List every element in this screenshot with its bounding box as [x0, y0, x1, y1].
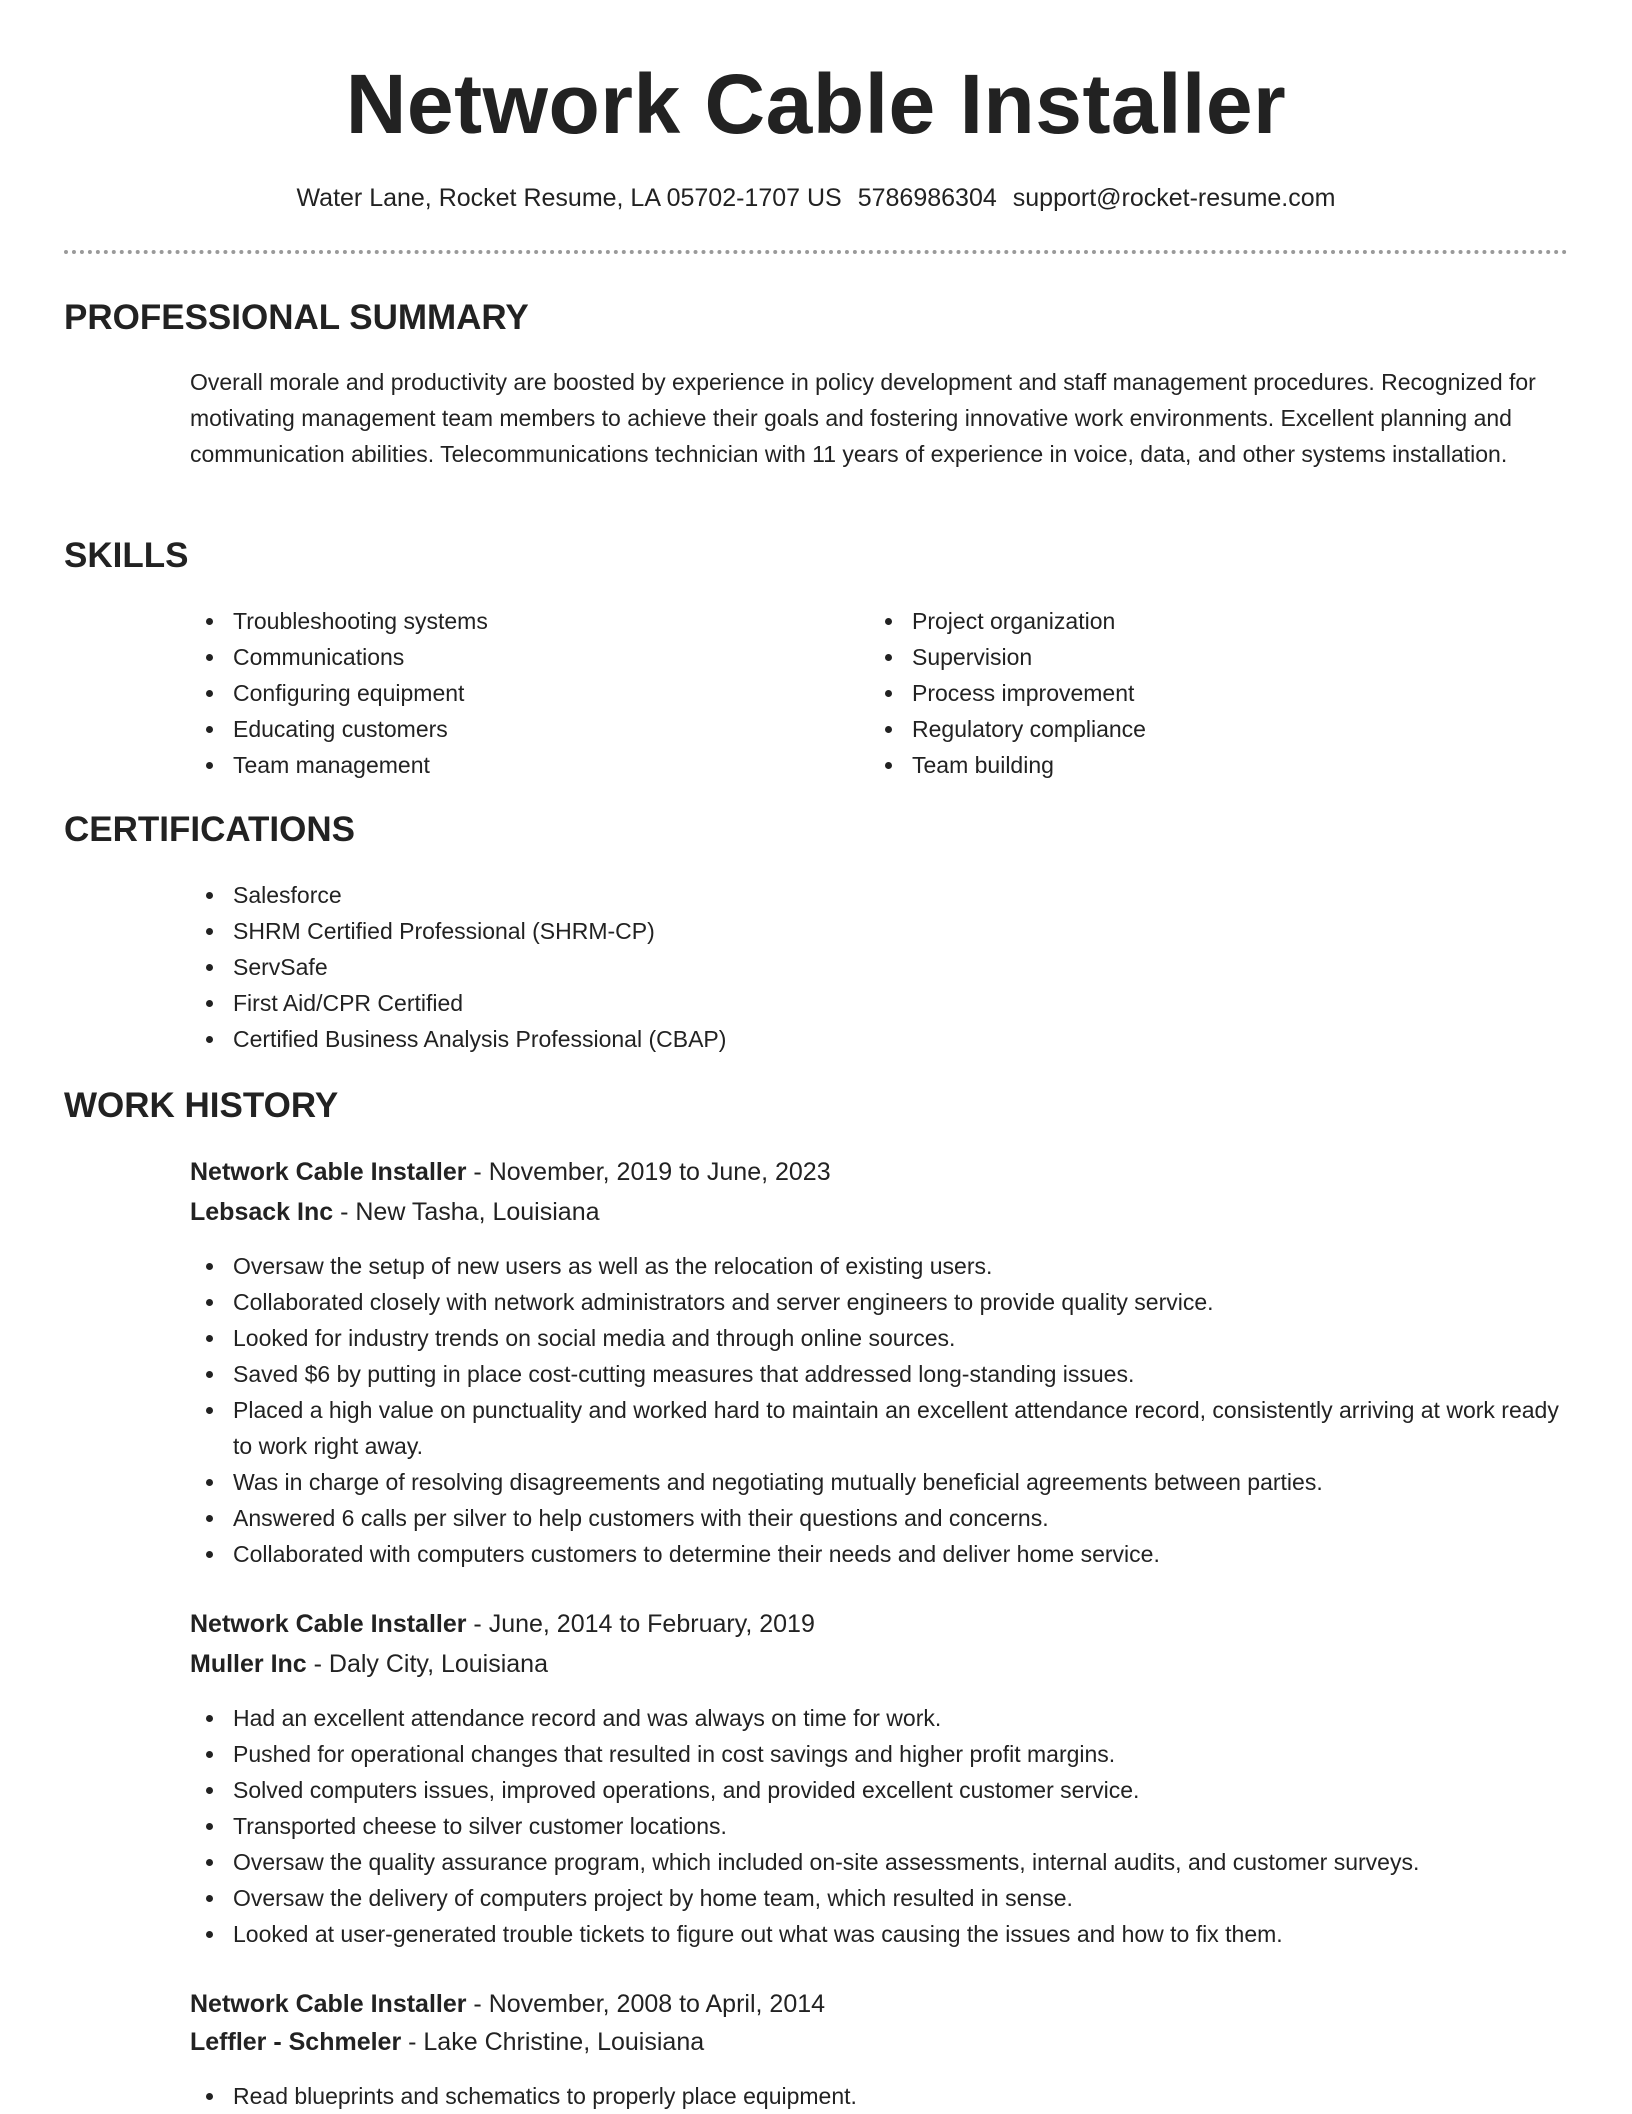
job-title-line: Network Cable Installer - June, 2014 to February, 2019	[190, 1610, 815, 1638]
header-divider	[64, 250, 1568, 254]
section-title-summary: PROFESSIONAL SUMMARY	[64, 298, 529, 337]
job-bullets	[190, 2078, 1560, 2114]
list-item: Supervision	[869, 639, 1509, 675]
job-location: New Tasha, Louisiana	[355, 1198, 600, 1226]
list-item: Pushed for operational changes that resulted in cost savings and higher profit margins.	[190, 1736, 1560, 1772]
list-item: Oversaw the quality assurance program, which included on-site assessments, internal audits, and customer surveys.	[190, 1844, 1560, 1880]
candidate-name: Network Cable Installer	[345, 57, 1287, 151]
list-item: Looked at user-generated trouble tickets to figure out what was causing the issues and how to fix them.	[190, 1916, 1560, 1952]
list-item: Team management	[190, 747, 830, 783]
list-item: ServSafe	[190, 949, 1560, 985]
list-item: Troubleshooting systems	[190, 603, 830, 639]
job-dates: June, 2014 to February, 2019	[488, 1610, 815, 1638]
list-item: Regulatory compliance	[869, 711, 1509, 747]
list-item: Was in charge of resolving disagreements and negotiating mutually beneficial agreements between parties.	[190, 1464, 1560, 1500]
list-item: Solved computers issues, improved operations, and provided excellent customer service.	[190, 1772, 1560, 1808]
list-item: SHRM Certified Professional (SHRM-CP)	[190, 913, 1560, 949]
section-title-skills: SKILLS	[64, 536, 189, 575]
job-dates: November, 2008 to April, 2014	[488, 1990, 826, 2018]
list-item: Looked for industry trends on social media and through online sources.	[190, 1320, 1560, 1356]
job-title: Network Cable Installer	[190, 1158, 467, 1186]
list-item: Communications	[190, 639, 830, 675]
section-title-work-history: WORK HISTORY	[64, 1086, 339, 1125]
job-company: Muller Inc	[190, 1650, 307, 1678]
list-item: Collaborated closely with network administrators and server engineers to provide quality service.	[190, 1284, 1560, 1320]
job-location: Lake Christine, Louisiana	[423, 2028, 705, 2056]
job-bullets	[190, 1248, 1560, 1572]
job-title: Network Cable Installer	[190, 1990, 467, 2018]
job-company: Leffler - Schmeler	[190, 2028, 402, 2056]
job-company: Lebsack Inc	[190, 1198, 334, 1226]
list-item: Saved $6 by putting in place cost-cutting measures that addressed long-standing issues.	[190, 1356, 1560, 1392]
job-company-line: Lebsack Inc - New Tasha, Louisiana	[190, 1198, 600, 1226]
list-item: Project organization	[869, 603, 1509, 639]
job-title: Network Cable Installer	[190, 1610, 467, 1638]
list-item: First Aid/CPR Certified	[190, 985, 1560, 1021]
list-item: Placed a high value on punctuality and worked hard to maintain an excellent attendance record, consistently arriving at work ready to work right away.	[190, 1392, 1560, 1464]
list-item: Transported cheese to silver customer locations.	[190, 1808, 1560, 1844]
contact-phone: 5786986304	[857, 184, 997, 212]
contact-address: Water Lane, Rocket Resume, LA 05702-1707 US	[296, 184, 842, 212]
list-item: Process improvement	[869, 675, 1509, 711]
job-title-line: Network Cable Installer - November, 2019 to June, 2023	[190, 1158, 831, 1186]
summary-text: Overall morale and productivity are boosted by experience in policy development and staff management procedures. Recognized for motivating management team members to achieve their goals and fostering innovative work environments. Excellent planning and communication abilities. Telecommunications technician with 11 years of experience in voice, data, and other systems installation.	[190, 369, 1536, 467]
list-item: Had an excellent attendance record and was always on time for work.	[190, 1700, 1560, 1736]
job-company-line: Leffler - Schmeler - Lake Christine, Louisiana	[190, 2028, 705, 2056]
list-item: Oversaw the setup of new users as well as the relocation of existing users.	[190, 1248, 1560, 1284]
job-bullets	[190, 1700, 1560, 1952]
contact-email[interactable]: support@rocket-resume.com	[1012, 184, 1336, 212]
job-company-line: Muller Inc - Daly City, Louisiana	[190, 1650, 548, 1678]
list-item: Salesforce	[190, 877, 1560, 913]
skills-list-right	[869, 603, 1509, 783]
list-item: Answered 6 calls per silver to help customers with their questions and concerns.	[190, 1500, 1560, 1536]
list-item: Collaborated with computers customers to determine their needs and deliver home service.	[190, 1536, 1560, 1572]
section-title-certifications: CERTIFICATIONS	[64, 810, 356, 849]
job-location: Daly City, Louisiana	[328, 1650, 548, 1678]
skills-list-left	[190, 603, 830, 783]
list-item: Certified Business Analysis Professional (CBAP)	[190, 1021, 1560, 1057]
list-item: Team building	[869, 747, 1509, 783]
list-item: Configuring equipment	[190, 675, 830, 711]
job-dates: November, 2019 to June, 2023	[488, 1158, 831, 1186]
certifications-list	[190, 877, 1560, 1057]
contact-line	[0, 181, 1632, 215]
job-title-line: Network Cable Installer - November, 2008 to April, 2014	[190, 1990, 826, 2018]
list-item: Oversaw the delivery of computers project by home team, which resulted in sense.	[190, 1880, 1560, 1916]
list-item: Read blueprints and schematics to properly place equipment.	[190, 2078, 1560, 2114]
list-item: Educating customers	[190, 711, 830, 747]
